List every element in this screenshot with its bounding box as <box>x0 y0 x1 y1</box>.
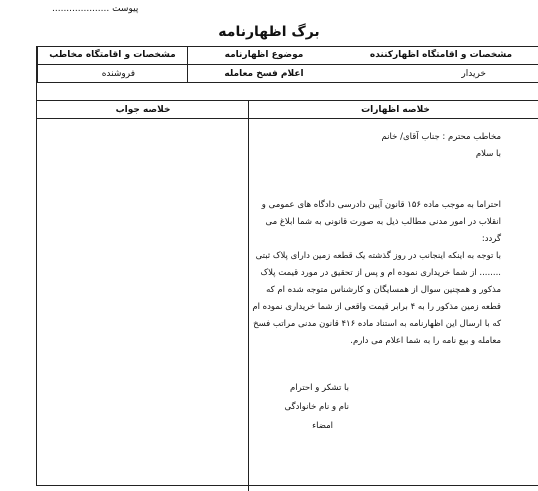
addressee-line: مخاطب محترم : جناب آقای/ خانم <box>381 132 501 142</box>
page-title: برگ اظهارنامه <box>218 24 320 40</box>
attachment-line: پیوست .................... <box>52 4 139 14</box>
closing-thanks: با تشکر و احترام <box>290 383 349 393</box>
value-addressee: فروشنده <box>37 65 187 83</box>
signature-block <box>249 379 349 436</box>
greeting-line: با سلام <box>475 149 501 159</box>
statements-header: خلاصه اظهارات <box>249 101 538 119</box>
response-header: خلاصه جواب <box>37 101 249 119</box>
main-paragraph: با توجه به اینکه اینجانب در روز گذشته یک قطعه زمین دارای پلاک ثبتی ........ از شما خریداری نموده ام و پس از تحقیق در مورد قیمت پلاک مذکور و همچنین سوال از همسایگان و کارشناس متوجه شده ام که قطعه زمین مذکور را به ۴ برابر قیمت واقعی از شما خریداری نموده ام که با ارسال این اظهارنامه به استناد ماده ۴۱۶ قانون مدنی مراتب فسخ معامله و بیع نامه را به شما اعلام می دارم. <box>252 251 501 346</box>
table-spacer <box>37 83 538 101</box>
blank-line <box>249 163 501 180</box>
header-subject: موضوع اظهارنامه <box>187 47 340 65</box>
blank-line <box>249 180 501 197</box>
closing-name: نام و نام خانوادگی <box>284 402 349 412</box>
value-subject: اعلام فسخ معامله <box>187 65 340 83</box>
declaration-table <box>36 46 538 486</box>
intro-paragraph: احتراما به موجب ماده ۱۵۶ قانون آیین دادرسی دادگاه های عمومی و انقلاب در امور مدنی مطالب ذیل به صورت قانونی به شما ابلاغ می گردد: <box>261 200 501 244</box>
statements-body <box>249 129 501 350</box>
value-declarant: خریدار <box>340 65 538 83</box>
header-addressee: مشخصات و اقامتگاه مخاطب <box>37 47 187 65</box>
header-declarant: مشخصات و اقامتگاه اظهارکننده <box>340 47 538 65</box>
closing-signature: امضاء <box>312 421 333 431</box>
